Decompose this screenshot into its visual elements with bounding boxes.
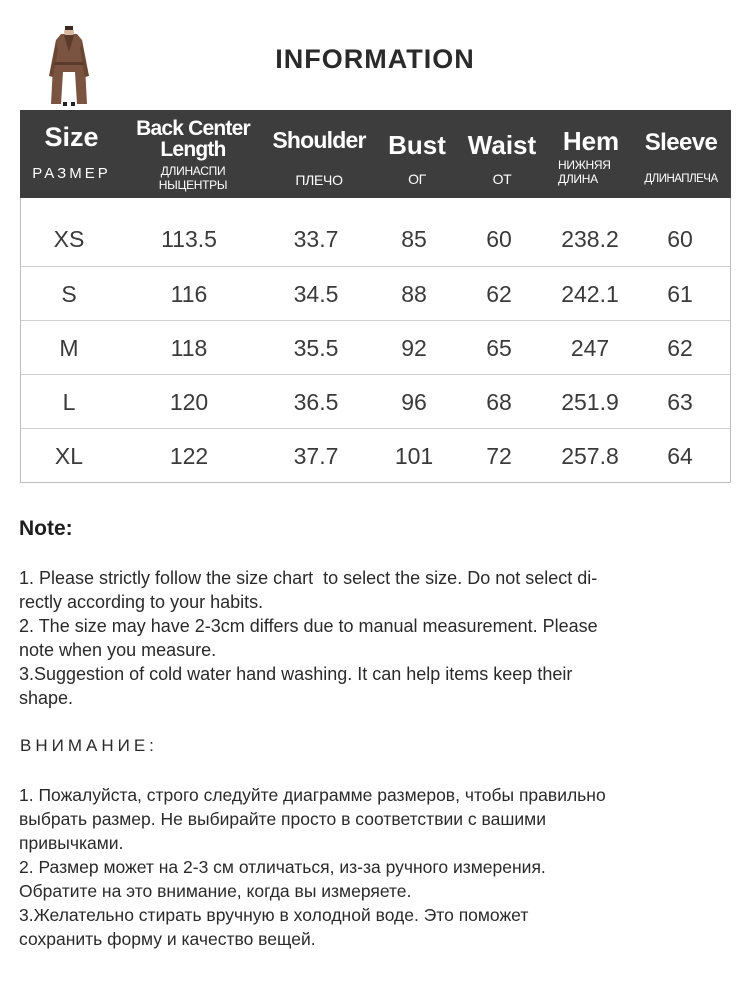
table-cell: 37.7	[293, 443, 339, 469]
table-cell: 101	[394, 443, 434, 469]
table-cell: 60	[486, 226, 512, 252]
russian-note-heading: ВНИМАНИЕ:	[20, 736, 158, 755]
russian-note-body: 1. Пожалуйста, строго следуйте диаграмме размеров, чтобы правильно выбрать размер. Не выбирайте просто в соответствии с вашими привычками. 2. Размер может на 2-3 см отличаться, из-за ручного измерения. Обратите на это внимание, когда вы измеряете. 3.Желательно стирать вручную в холодной воде. Это поможет сохранить форму и качество вещей.	[19, 785, 606, 949]
column-header-shoulder	[266, 110, 372, 198]
table-cell: 85	[401, 226, 427, 252]
table-cell: 116	[170, 281, 208, 307]
table-cell: 118	[170, 335, 208, 361]
table-cell: 61	[667, 281, 693, 307]
table-row	[21, 428, 730, 483]
table-cell: 113.5	[161, 226, 217, 252]
table-cell: 257.8	[561, 443, 619, 469]
table-cell-size: M	[59, 335, 79, 361]
table-cell: 36.5	[293, 389, 339, 415]
table-cell-size: S	[61, 281, 77, 307]
table-cell: 34.5	[293, 281, 339, 307]
table-cell: 63	[667, 389, 693, 415]
table-cell: 251.9	[561, 389, 619, 415]
column-subtitle: ОТ	[492, 171, 512, 187]
table-cell: 238.2	[561, 226, 619, 252]
column-header-bust	[380, 110, 454, 198]
column-subtitle: РАЗМЕР	[32, 165, 111, 182]
column-header-size	[20, 110, 123, 198]
note-body: 1. Please strictly follow the size chart to select the size. Do not select di- rectly according to your habits. 2. The size may have 2-3cm differs due to manual measurement. Please note when you measure. 3.Suggestion of cold water hand washing. It can help items keep their shape.	[19, 568, 598, 708]
column-header-hem	[548, 110, 634, 198]
table-cell-size: L	[62, 389, 76, 415]
column-subtitle: ОГ	[408, 171, 426, 187]
column-header-back-center-length	[131, 110, 255, 198]
table-cell: 62	[667, 335, 693, 361]
table-row	[21, 266, 730, 321]
table-row	[21, 374, 730, 429]
table-cell: 242.1	[561, 281, 619, 307]
column-subtitle: ПЛЕЧО	[295, 172, 343, 188]
column-title: Waist	[467, 130, 537, 160]
table-cell: 92	[401, 335, 427, 361]
column-subtitle: ДЛИНАСПИ НЫЦЕНТРЫ	[158, 164, 228, 192]
column-title: Bust	[388, 130, 446, 160]
column-title: Size	[44, 122, 99, 152]
note-heading: Note:	[19, 517, 73, 540]
column-header-sleeve	[636, 110, 726, 198]
table-cell-size: XL	[54, 443, 84, 469]
table-cell: 96	[401, 389, 427, 415]
column-header-waist	[460, 110, 544, 198]
column-title: Sleeve	[644, 129, 718, 156]
size-table	[20, 110, 731, 483]
table-cell: 72	[486, 443, 512, 469]
table-cell: 35.5	[293, 335, 339, 361]
column-title: Hem	[562, 126, 620, 156]
page-title: INFORMATION	[275, 44, 475, 74]
table-cell: 122	[169, 443, 209, 469]
column-title: Back Center Length	[136, 117, 250, 161]
table-cell: 247	[570, 335, 610, 361]
table-cell: 60	[667, 226, 693, 252]
size-table-header	[20, 110, 731, 198]
table-cell: 33.7	[293, 226, 339, 252]
column-subtitle: НИЖНЯЯ ДЛИНА	[558, 158, 611, 186]
table-cell: 88	[401, 281, 427, 307]
table-cell: 62	[486, 281, 512, 307]
column-title: Shoulder	[272, 127, 366, 153]
table-cell-size: XS	[53, 226, 85, 252]
table-cell: 68	[486, 389, 512, 415]
column-subtitle: ДЛИНАПЛЕЧА	[644, 173, 718, 185]
table-row	[21, 320, 730, 375]
table-cell: 64	[667, 443, 693, 469]
table-row	[21, 212, 730, 266]
table-cell: 65	[486, 335, 512, 361]
table-cell: 120	[169, 389, 209, 415]
